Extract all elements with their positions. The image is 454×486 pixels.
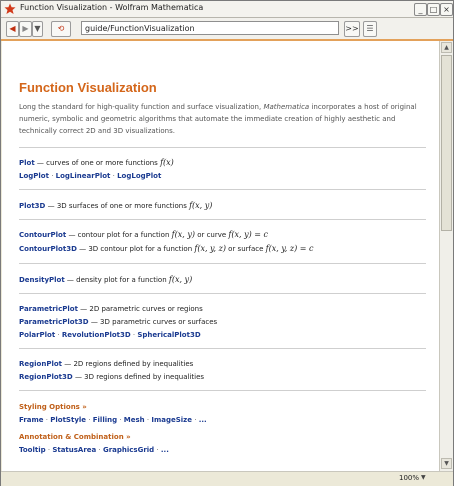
zoom-dropdown-icon[interactable]: ▼ [421,474,426,481]
forward-button[interactable]: ▶ [19,21,32,37]
more-annotation-link[interactable]: ... [160,446,169,454]
densityplot-link[interactable]: DensityPlot [19,276,65,284]
parametricplot-link[interactable]: ParametricPlot [19,305,78,313]
imagesize-link[interactable]: ImageSize [151,416,193,424]
regionplot3d-link[interactable]: RegionPlot3D [19,373,73,381]
contourplot3d-row: ContourPlot3D — 3D contour plot for a function f(x, y, z) or surface f(x, y, z) = c [19,244,314,253]
loglinearplot-link[interactable]: LogLinearPlot [55,172,111,180]
contourplot3d-link[interactable]: ContourPlot3D [19,245,77,253]
annotation-row: Tooltip · StatusArea · GraphicsGrid · ... [19,446,169,454]
home-button[interactable]: ⟲ [51,21,71,37]
address-field[interactable]: guide/FunctionVisualization [81,21,339,35]
options-button[interactable]: ☰ [363,21,377,37]
tooltip-link[interactable]: Tooltip [19,446,46,454]
revolutionplot3d-link[interactable]: RevolutionPlot3D [61,331,131,339]
intro-paragraph: Long the standard for high-quality function and surface visualization, Mathematica incorporates a host of original numeric, symbolic and geometric algorithms that automate the immediate creation of highly aesthetic and technically correct 2D and 3D visualizations. [19,103,417,135]
loglogplot-link[interactable]: LogLogPlot [117,172,162,180]
parametricplot3d-row: ParametricPlot3D — 3D parametric curves or surfaces [19,318,218,326]
statusarea-link[interactable]: StatusArea [52,446,97,454]
plot3d-math: f(x, y) [189,201,213,210]
window-title: Function Visualization - Wolfram Mathematica [20,3,204,12]
zoom-level[interactable]: 100% [399,474,420,482]
divider [19,189,426,190]
contourplot-link[interactable]: ContourPlot [19,231,67,239]
plot-row: Plot — curves of one or more functions f(x) [19,158,174,167]
plot3d-link[interactable]: Plot3D [19,202,46,210]
go-button[interactable]: >> [344,21,360,37]
graphicsgrid-link[interactable]: GraphicsGrid [102,446,155,454]
filling-link[interactable]: Filling [92,416,118,424]
annotation-combination-heading[interactable]: Annotation & Combination » [19,433,131,441]
polarplot-link[interactable]: PolarPlot [19,331,56,339]
close-button[interactable]: × [440,3,453,16]
plotstyle-link[interactable]: PlotStyle [50,416,87,424]
more-styling-link[interactable]: ... [198,416,207,424]
divider [19,348,426,349]
sphericalplot3d-link[interactable]: SphericalPlot3D [137,331,201,339]
styling-options-row: Frame · PlotStyle · Filling · Mesh · ImageSize · ... [19,416,207,424]
log-plots-row: LogPlot · LogLinearPlot · LogLogPlot [19,172,162,180]
plot-math: f(x) [160,158,174,167]
plot-link[interactable]: Plot [19,159,35,167]
polar-plots-row: PolarPlot · RevolutionPlot3D · SphericalPlot3D [19,331,201,339]
densityplot-row: DensityPlot — density plot for a function f(x, y) [19,275,193,284]
divider [19,147,426,148]
divider [19,219,426,220]
divider [19,293,426,294]
regionplot3d-row: RegionPlot3D — 3D regions defined by inequalities [19,373,205,381]
contourplot-row: ContourPlot — contour plot for a function f(x, y) or curve f(x, y) = c [19,230,269,239]
frame-link[interactable]: Frame [19,416,44,424]
logplot-link[interactable]: LogPlot [19,172,49,180]
parametricplot-row: ParametricPlot — 2D parametric curves or regions [19,305,203,313]
scroll-down-arrow-icon[interactable]: ▼ [441,458,452,469]
divider [19,263,426,264]
regionplot-row: RegionPlot — 2D regions defined by inequalities [19,360,194,368]
title-bar [1,1,453,18]
scroll-up-arrow-icon[interactable]: ▲ [441,42,452,53]
mathematica-logo-icon [4,3,16,15]
status-bar [1,471,453,486]
plot3d-row: Plot3D — 3D surfaces of one or more functions f(x, y) [19,201,213,210]
divider [19,390,426,391]
browser-toolbar [1,18,453,41]
regionplot-link[interactable]: RegionPlot [19,360,63,368]
maximize-button[interactable]: □ [427,3,440,16]
vertical-scrollbar[interactable] [439,41,453,471]
page-title: Function Visualization [19,80,157,95]
history-dropdown-button[interactable]: ▼ [32,21,43,37]
parametricplot3d-link[interactable]: ParametricPlot3D [19,318,89,326]
scroll-thumb[interactable] [441,55,452,231]
intro-emphasis: Mathematica [263,103,310,111]
minimize-button[interactable]: _ [414,3,427,16]
styling-options-heading[interactable]: Styling Options » [19,403,87,411]
document-content [2,41,439,471]
back-button[interactable]: ◀ [6,21,19,37]
mesh-link[interactable]: Mesh [123,416,145,424]
